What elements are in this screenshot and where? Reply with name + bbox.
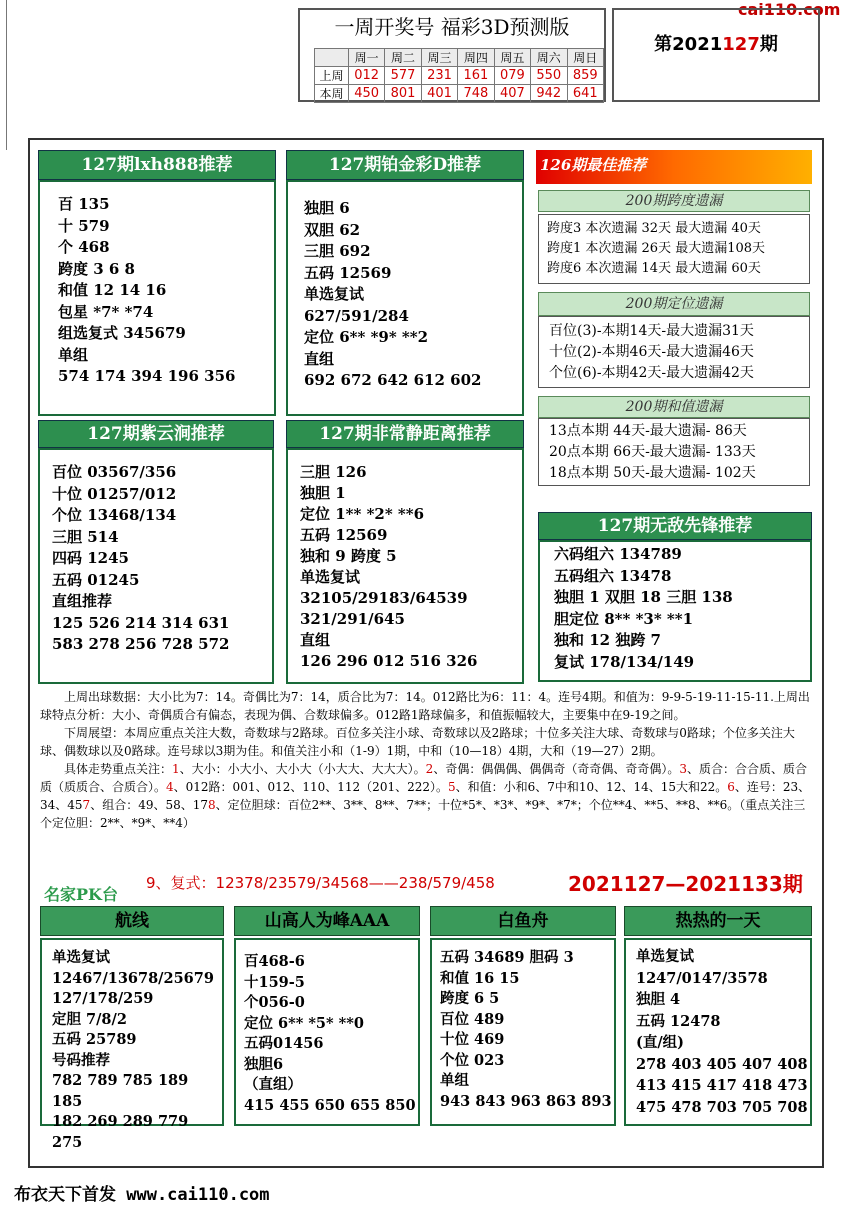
panel-line: 复试 178/134/149 [554,652,695,671]
bottom-line: 415 455 650 655 850 [244,1096,416,1114]
analysis-paragraph: 上周出球数据：大小比为7：14。奇偶比为7：14，质合比为7：14。012路比为6：11：4。连号4期。和值为：9-9-5-19-11-15-11.上周出球特点分析：大小、奇偶质合有偏态，表现为偶、合数球偏多。012路1路球偏多，和值振幅较大，主要集中在9-19之间。 [40,690,810,722]
panel-line: 五码组六 13478 [554,566,672,585]
panel-line: 126 296 012 516 326 [300,652,478,670]
bottom-line: 12467/13678/25679 [52,969,214,987]
panel-bojin [286,180,524,416]
panel-line: 单选复试 [300,568,361,586]
weekly-results-header [298,8,606,102]
table-corner [315,49,349,67]
result-cell: 012 [348,67,384,85]
day-header: 周日 [567,49,603,67]
panel-line: 三胆 692 [304,242,371,260]
trend-marker: 2 [425,762,434,776]
bottom-line: 跨度 6 5 [440,990,500,1007]
result-cell: 859 [567,67,603,85]
bottom-line: 独胆6 [244,1055,284,1073]
bottom-title: 白鱼舟 [430,906,616,936]
trend-text: 、奇偶：偶偶偶、偶偶奇（奇奇偶、奇奇偶）。 [433,762,680,776]
bottom-title: 山高人为峰AAA [234,906,420,936]
weekly-results-table [314,48,604,103]
bottom-line: 278 403 405 407 408 [636,1055,808,1073]
pk-label: 名家PK台 [44,885,118,904]
trend-marker: 7 [82,798,91,812]
bottom-line: 182 269 289 779 275 [52,1113,189,1151]
miss-line: 百位(3)-本期14天-最大遗漏31天 [549,323,754,339]
bottom-line: 五码01456 [244,1035,324,1052]
day-header: 周四 [458,49,494,67]
panel-line: 692 672 642 612 602 [304,371,482,389]
bottom-line: 943 843 963 863 893 [440,1092,612,1110]
panel-line: 627/591/284 [304,306,409,325]
panel-line: 321/291/645 [300,610,405,628]
bottom-line: 百468-6 [244,953,305,970]
panel-line: 574 174 394 196 356 [58,367,236,385]
panel-ziyun [38,448,274,684]
trend-marker: 4 [166,780,174,794]
span-miss-box [538,214,810,284]
bottom-line: 五码 12478 [636,1012,721,1030]
bottom-box-4 [624,938,812,1126]
result-cell: 801 [385,85,421,103]
panel-title-ziyun: 127期紫云涧推荐 [38,420,274,448]
panel-line: 五码 12569 [304,263,392,282]
sum-miss-title: 200期和值遗漏 [538,396,810,418]
panel-title-bojin: 127期铂金彩D推荐 [286,150,524,180]
panel-line: 单选复试 [304,285,365,303]
miss-line: 13点本期 44天-最大遗漏- 86天 [549,423,747,439]
panel-line: 五码 01245 [52,570,140,589]
trend-marker: 8 [208,798,216,812]
result-cell: 942 [531,85,567,103]
miss-line: 跨度1 本次遗漏 26天 最大遗漏108天 [547,241,766,256]
result-cell: 748 [458,85,494,103]
panel-line: 包星 *7* *74 [58,302,154,321]
miss-line: 十位(2)-本期46天-最大遗漏46天 [549,344,754,360]
day-header: 周六 [531,49,567,67]
panel-line: 六码组六 134789 [554,545,682,563]
miss-line: 个位(6)-本期42天-最大遗漏42天 [549,365,754,381]
panel-feichang [286,448,524,684]
table-row [315,67,604,85]
trend-text: 、连号：23、34、45 [40,780,811,812]
footer: 布衣天下首发 www.cai110.com [14,1185,270,1205]
result-cell: 401 [421,85,457,103]
table-row [315,85,604,103]
fushi-line: 9、复式：12378/23579/34568——238/579/458 [146,874,495,892]
panel-line: 直组 [300,631,331,649]
panel-line: 个 468 [58,238,110,256]
pos-miss-title: 200期定位遗漏 [538,292,810,316]
table-row [315,49,604,67]
issue-prefix: 第2021 [654,34,723,55]
bottom-box-2 [234,938,420,1126]
panel-line: 三胆 514 [52,527,119,546]
miss-line: 18点本期 50天-最大遗漏- 102天 [549,465,756,481]
bottom-line: 单选复试 [636,948,694,965]
analysis-paragraph: 下周展望：本周应重点关注大数，奇数球与2路球。百位多关注小球、奇数球以及2路球；十位多关注大球、奇数球与0路球；个位多关注大球、偶数球以及0路球。连号球以3期为佳。和值关注小和（1-9）1期，中和（10—18）4期，大和（19—27）2期。 [40,726,795,758]
panel-line: 定位 6** *9* **2 [304,328,429,346]
issue-num: 127 [722,34,760,55]
trend-marker: 3 [679,762,687,776]
bottom-line: 独胆 4 [636,991,681,1008]
panel-line: 十 579 [58,216,110,235]
panel-line: 十位 01257/012 [52,484,177,503]
bottom-line: （直组） [244,1076,302,1093]
panel-line: 独胆 1 [300,484,346,502]
bottom-line: 1247/0147/3578 [636,969,768,987]
panel-line: 直组推荐 [52,592,113,610]
panel-title-wudi: 127期无敌先锋推荐 [538,512,812,540]
bottom-line: 十位 469 [440,1031,505,1048]
bottom-line: 127/178/259 [52,990,154,1007]
panel-line: 组选复式 345679 [58,324,186,342]
result-cell: 407 [494,85,530,103]
bottom-line: 单组 [440,1072,469,1089]
day-header: 周一 [348,49,384,67]
bottom-line: 五码 25789 [52,1031,137,1048]
panel-line: 和值 12 14 16 [58,281,167,299]
site-name[interactable]: cai110.com [738,0,841,19]
miss-line: 跨度3 本次遗漏 32天 最大遗漏 40天 [547,221,761,236]
bottom-line: 413 415 417 418 473 [636,1077,808,1094]
span-miss-title: 200期跨度遗漏 [538,190,810,212]
row-label: 本周 [315,85,349,103]
trend-text: 、质合：合合质、质合质（质质合、合质合）。 [40,762,807,794]
day-header: 周三 [421,49,457,67]
row-label: 上周 [315,67,349,85]
panel-line: 583 278 256 728 572 [52,635,230,653]
panel-line: 独和 12 独跨 7 [554,631,661,649]
analysis-text [40,688,816,832]
panel-line: 胆定位 8** *3* **1 [554,609,694,628]
panel-title-feichang: 127期非常静距离推荐 [286,420,524,448]
bottom-line: 个056-0 [244,994,305,1011]
bottom-line: 单选复试 [52,949,110,966]
day-header: 周五 [494,49,530,67]
trend-text: 、012路：001、012、110、112（201、222）。 [173,780,448,794]
issue-range: 2021127—2021133期 [568,872,803,896]
panel-line: 百位 03567/356 [52,463,177,481]
bottom-line: 号码推荐 [52,1051,110,1069]
panel-line: 双胆 62 [304,220,361,239]
panel-line: 125 526 214 314 631 [52,613,230,632]
panel-line: 独和 9 跨度 5 [300,547,397,565]
result-cell: 577 [385,67,421,85]
header-title: 一周开奖号 福彩3D预测版 [334,15,570,39]
panel-line: 单组 [58,345,89,364]
bottom-line: 百位 489 [440,1010,505,1028]
bottom-line: 782 789 785 189 185 [52,1072,189,1110]
panel-line: 跨度 3 6 8 [58,259,135,278]
bottom-line: 定胆 7/8/2 [52,1010,127,1028]
panel-line: 独胆 1 双胆 18 三胆 138 [554,588,733,606]
bottom-box-3 [430,938,616,1126]
panel-line: 百 135 [58,195,110,213]
issue-box [612,8,820,102]
result-cell: 161 [458,67,494,85]
bottom-title: 热热的一天 [624,906,812,936]
issue-number [614,30,818,56]
left-border-line [6,0,7,150]
bottom-line: 和值 16 15 [440,969,520,987]
panel-title-lxh888: 127期lxh888推荐 [38,150,276,180]
analysis-paragraph-trend [40,760,816,832]
trend-text: 、定位胆球：百位2**、3**、8**、7**；十位*5*、*3*、*9*、*7*；个位**4、**5、**8、**6。（重点关注三个定位胆：2**、*9*、**4） [40,798,806,830]
panel-line: 32105/29183/64539 [300,589,468,607]
trend-text: 、大小：小大小、大小大（小大大、大大大）。 [179,762,426,776]
bottom-line: 个位 023 [440,1051,505,1069]
result-cell: 231 [421,67,457,85]
bottom-title: 航线 [40,906,224,936]
panel-line: 直组 [304,349,335,368]
pos-miss-box [538,316,810,388]
trend-marker: 1 [172,762,180,776]
bottom-line: (直/组) [636,1034,685,1051]
result-cell: 550 [531,67,567,85]
miss-line: 20点本期 66天-最大遗漏- 133天 [549,444,756,460]
issue-suffix: 期 [759,34,778,55]
result-cell: 079 [494,67,530,85]
result-cell: 641 [567,85,603,103]
result-cell: 450 [348,85,384,103]
panel-line: 定位 1** *2* **6 [300,505,425,523]
panel-line: 个位 13468/134 [52,506,177,524]
trend-text: 、组合：49、58、17 [90,798,208,812]
bottom-line: 475 478 703 705 708 [636,1098,808,1116]
trend-text: 、和值：小和6、7中和10、12、14、15大和22。 [455,780,728,794]
panel-line: 三胆 126 [300,463,367,481]
panel-line: 四码 1245 [52,549,129,567]
trend-text: 具体走势重点关注： [64,762,173,776]
panel-line: 独胆 6 [304,199,350,217]
best-title: 126期最佳推荐 [536,150,812,184]
day-header: 周二 [385,49,421,67]
bottom-line: 定位 6** *5* **0 [244,1014,364,1032]
panel-line: 五码 12569 [300,526,388,544]
panel-wudi [538,540,812,682]
sum-miss-box [538,418,810,486]
miss-line: 跨度6 本次遗漏 14天 最大遗漏 60天 [547,261,761,276]
trend-marker: 5 [448,780,456,794]
bottom-box-1 [40,938,224,1151]
trend-marker: 6 [727,780,735,794]
bottom-line: 五码 34689 胆码 3 [440,949,574,966]
panel-lxh888 [38,180,276,416]
bottom-line: 十159-5 [244,973,305,991]
